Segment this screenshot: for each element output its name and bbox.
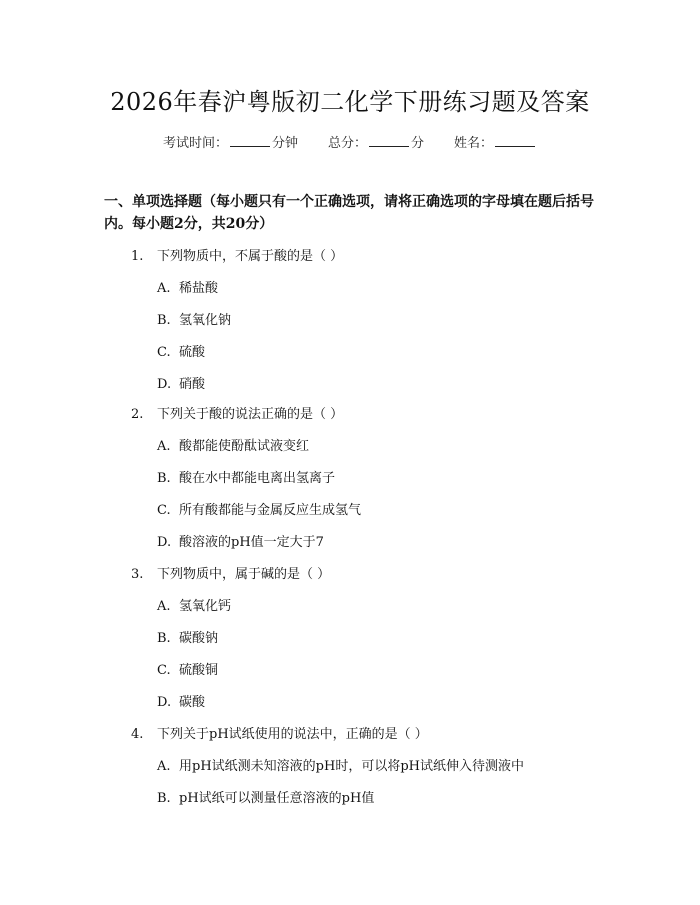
option-letter: B. [157, 791, 171, 806]
score-unit: 分 [411, 136, 425, 151]
option-letter: A. [157, 439, 171, 454]
question-4 [131, 723, 428, 742]
option-3d [157, 691, 205, 710]
time-label: 考试时间： [162, 136, 228, 151]
option-text: 硝酸 [179, 377, 206, 392]
option-text: 硫酸铜 [179, 663, 219, 678]
option-1c [157, 341, 205, 360]
option-letter: B. [157, 313, 171, 328]
option-text: pH试纸可以测量任意溶液的pH值 [179, 791, 375, 806]
option-letter: D. [157, 377, 172, 392]
exam-meta [0, 132, 700, 151]
option-3a [157, 595, 231, 614]
name-label: 姓名： [454, 136, 494, 151]
question-3 [131, 563, 330, 582]
option-text: 氢氧化钙 [179, 599, 232, 614]
page-title: 2026年春沪粤版初二化学下册练习题及答案 [110, 88, 590, 116]
option-text: 用pH试纸测未知溶液的pH时，可以将pH试纸伸入待测液中 [179, 759, 524, 774]
question-text: 下列关于pH试纸使用的说法中，正确的是（ ） [157, 727, 428, 742]
option-1b [157, 309, 231, 328]
option-2a [157, 435, 309, 454]
question-text: 下列物质中，属于碱的是（ ） [157, 567, 331, 582]
option-4a [157, 755, 524, 774]
score-label: 总分： [327, 136, 367, 151]
option-letter: D. [157, 695, 172, 710]
option-text: 硫酸 [179, 345, 206, 360]
option-text: 氢氧化钠 [179, 313, 232, 328]
question-number: 1. [131, 249, 144, 264]
name-blank [495, 134, 535, 147]
time-unit: 分钟 [271, 136, 298, 151]
question-number: 4. [131, 727, 144, 742]
option-text: 碳酸 [179, 695, 206, 710]
section-heading: 一、单项选择题（每小题只有一个正确选项，请将正确选项的字母填在题后括号内。每小题2分，共20分） [104, 194, 594, 232]
option-letter: A. [157, 759, 171, 774]
option-text: 酸都能使酚酞试液变红 [179, 439, 310, 454]
question-2 [131, 403, 343, 422]
student-name [454, 132, 537, 151]
question-number: 3. [131, 567, 144, 582]
option-4b [157, 787, 374, 806]
option-3b [157, 627, 218, 646]
option-1d [157, 373, 205, 392]
option-letter: A. [157, 599, 171, 614]
question-number: 2. [131, 407, 144, 422]
option-letter: C. [157, 663, 171, 678]
score-blank [369, 134, 409, 147]
total-score [328, 132, 424, 151]
option-1a [157, 277, 218, 296]
exam-time [163, 132, 298, 151]
option-text: 酸溶液的pH值一定大于7 [179, 535, 324, 550]
option-text: 稀盐酸 [179, 281, 219, 296]
question-text: 下列物质中，不属于酸的是（ ） [157, 249, 344, 264]
time-blank [230, 134, 270, 147]
option-2c [157, 499, 361, 518]
option-text: 碳酸钠 [179, 631, 219, 646]
question-1 [131, 245, 343, 264]
option-letter: C. [157, 345, 171, 360]
option-3c [157, 659, 218, 678]
option-letter: D. [157, 535, 172, 550]
option-letter: B. [157, 631, 171, 646]
option-text: 所有酸都能与金属反应生成氢气 [179, 503, 362, 518]
option-2b [157, 467, 335, 486]
option-letter: C. [157, 503, 171, 518]
question-text: 下列关于酸的说法正确的是（ ） [157, 407, 344, 422]
option-letter: B. [157, 471, 171, 486]
option-text: 酸在水中都能电离出氢离子 [179, 471, 336, 486]
option-letter: A. [157, 281, 171, 296]
option-2d [157, 531, 324, 550]
